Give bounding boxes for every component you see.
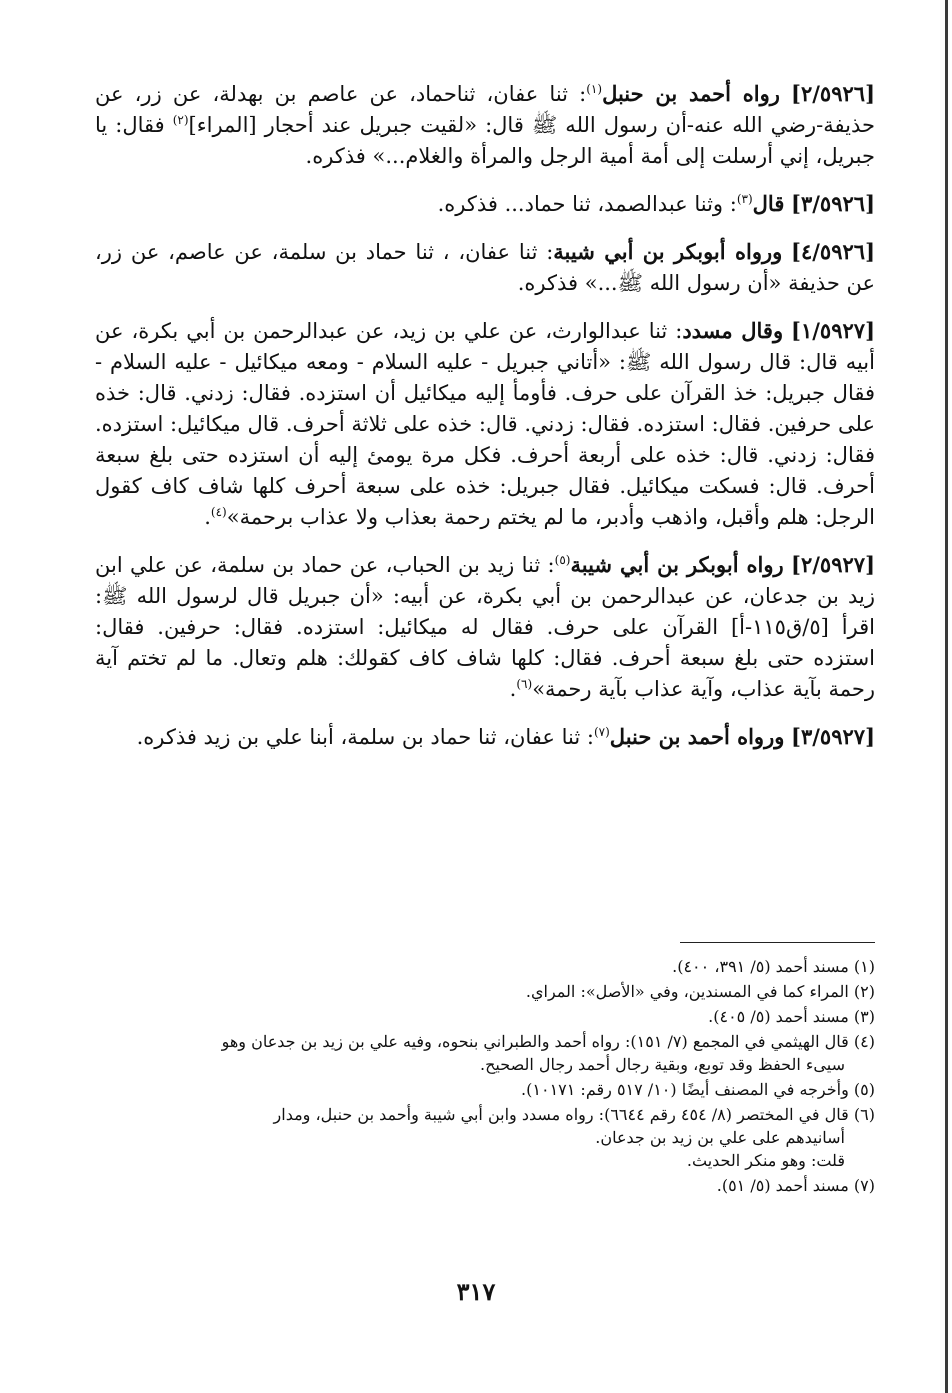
entry-source: رواه أبوبكر بن أبي شيبة — [570, 552, 784, 577]
hadith-entry — [95, 78, 875, 172]
footnote-ref[interactable]: (٧) — [593, 725, 610, 739]
footnote-number: (٥) — [853, 1080, 875, 1099]
footnote-ref[interactable]: (٤) — [210, 505, 227, 519]
footnote-number: (١) — [853, 957, 875, 976]
entry-number: [٣/٥٩٢٦] — [791, 191, 875, 216]
footnote-text: مسند أحمد (٥/ ٤٠٥). — [708, 1007, 849, 1026]
entry-text: : ثنا عفان، ثنا حماد بن سلمة، أبنا علي بن زيد فذكره. — [136, 725, 594, 749]
footnote — [110, 1078, 875, 1101]
hadith-entry — [95, 188, 875, 220]
hadith-entry — [95, 236, 875, 299]
footnote — [110, 1174, 875, 1197]
footnote — [110, 1103, 875, 1172]
footnote-number: (٤) — [853, 1032, 875, 1051]
entry-number: [٢/٥٩٢٧] — [791, 552, 875, 577]
entry-number: [٤/٥٩٢٦] — [791, 239, 875, 264]
footnote-text: وأخرجه في المصنف أيضًا (١٠/ ٥١٧ رقم: ١٠١٧١). — [521, 1080, 849, 1099]
entry-text: : ثنا عبدالوارث، عن علي بن زيد، عن عبدالرحمن بن أبي بكرة، عن أبيه قال: قال رسول الله ﷺ: «أتاني جبريل - عليه السلام - ومعه ميكائيل - عليه السلام - فقال جبريل: خذ القرآن على حرف. فأومأ إليه ميكائيل أن استزده. فقال: زدني. قال: خذه على حرفين. فقال: استزده. فقال: زدني. قال: خذه على ثلاثة أحرف. قال ميكائيل: استزده. فقال: زدني. قال: خذه على أربعة أحرف. فكل مرة يومئ إليه أن استزده حتى بلغ سبعة أحرف. قال: فسكت ميكائيل. فقال جبريل: خذه على سبعة أحرف كلها شاف كاف كقول الرجل: هلم وأقبل، واذهب وأدبر، ما لم يختم رحمة بعذاب ولا عذاب برحمة» — [95, 319, 875, 529]
footnote-continuation: أسانيدهم على علي بن زيد بن جدعان. — [595, 1128, 845, 1147]
entry-source: ورواه أحمد بن حنبل — [609, 724, 785, 749]
footnote-text: قال الهيثمي في المجمع (٧/ ١٥١): رواه أحمد والطبراني بنحوه، وفيه علي بن زيد بن جدعان وهو — [221, 1032, 849, 1051]
footnotes — [110, 955, 875, 1199]
entry-text: : ثنا زيد بن الحباب، عن حماد بن سلمة، عن علي ابن زيد بن جدعان، عن عبدالرحمن بن أبي بكرة، عن أبيه: «أن جبريل قال لرسول الله ﷺ: اقرأ [٥/ق١١٥-أ] القرآن على حرف. فقال له ميكائيل: استزده. فقال: حرفين. فقال: استزده حتى بلغ سبعة أحرف. فقال: كلها شاف كاف كقولك: هلم وتعال. ما لم تختم آية رحمة بآية عذاب، وآية عذاب بآية رحمة» — [95, 553, 875, 701]
footnote-divider — [680, 942, 875, 943]
entry-number: [٣/٥٩٢٧] — [791, 724, 875, 749]
entry-number: [١/٥٩٢٧] — [791, 318, 875, 343]
footnote-text: المراء كما في المسندين، وفي «الأصل»: المراي. — [525, 982, 849, 1001]
footnote-number: (٦) — [853, 1105, 875, 1124]
footnote-ref[interactable]: (٦) — [516, 677, 533, 691]
footnote-ref[interactable]: (٣) — [736, 192, 753, 206]
hadith-entry — [95, 549, 875, 705]
footnote — [110, 980, 875, 1003]
footnote-number: (٧) — [853, 1176, 875, 1195]
footnote-text: مسند أحمد (٥/ ٥١). — [716, 1176, 849, 1195]
footnote-text: مسند أحمد (٥/ ٣٩١، ٤٠٠). — [672, 957, 849, 976]
entry-text-cont: فقال: يا جبريل، إني أرسلت إلى أمة أمية الرجل والمرأة والغلام...» فذكره. — [95, 113, 875, 168]
main-text — [95, 78, 875, 769]
footnote — [110, 1030, 875, 1076]
footnote-continuation: قلت: وهو منكر الحديث. — [686, 1151, 845, 1170]
scan-edge — [945, 0, 948, 1393]
entry-source: وقال مسدد — [682, 318, 784, 343]
entry-number: [٢/٥٩٢٦] — [791, 81, 875, 106]
hadith-entry — [95, 721, 875, 753]
footnote-continuation: سيىء الحفظ وقد توبع، وبقية رجال أحمد رجال الصحيح. — [480, 1055, 845, 1074]
footnote-ref[interactable]: (١) — [586, 82, 603, 96]
footnote — [110, 955, 875, 978]
footnote-number: (٢) — [853, 982, 875, 1001]
page-number: ٣١٧ — [456, 1277, 496, 1306]
entry-source: قال — [752, 191, 785, 216]
hadith-entry — [95, 315, 875, 533]
entry-text: : ثنا عفان، ، ثنا حماد بن سلمة، عن عاصم، عن زر، عن حذيفة «أن رسول الله ﷺ...» فذكره. — [95, 240, 875, 295]
entry-source: ورواه أبوبكر بن أبي شيبة — [553, 239, 783, 264]
footnote-ref[interactable]: (٢) — [172, 113, 189, 127]
entry-text: : وثنا عبدالصمد، ثنا حماد... فذكره. — [437, 192, 737, 216]
footnote-number: (٣) — [853, 1007, 875, 1026]
footnote — [110, 1005, 875, 1028]
footnote-ref[interactable]: (٥) — [554, 553, 571, 567]
footnote-text: قال في المختصر (٨/ ٤٥٤ رقم ٦٦٤٤): رواه مسدد وابن أبي شيبة وأحمد بن حنبل، ومدار — [273, 1105, 849, 1124]
entry-text-cont: . — [509, 677, 517, 701]
entry-text-cont: . — [204, 505, 211, 529]
entry-text: : ثنا عفان، ثناحماد، عن عاصم بن بهدلة، عن زر، عن حذيفة-رضي الله عنه-أن رسول الله ﷺ قال: «لقيت جبريل عند أحجار [المراء] — [95, 82, 875, 137]
entry-source: رواه أحمد بن حنبل — [602, 81, 780, 106]
